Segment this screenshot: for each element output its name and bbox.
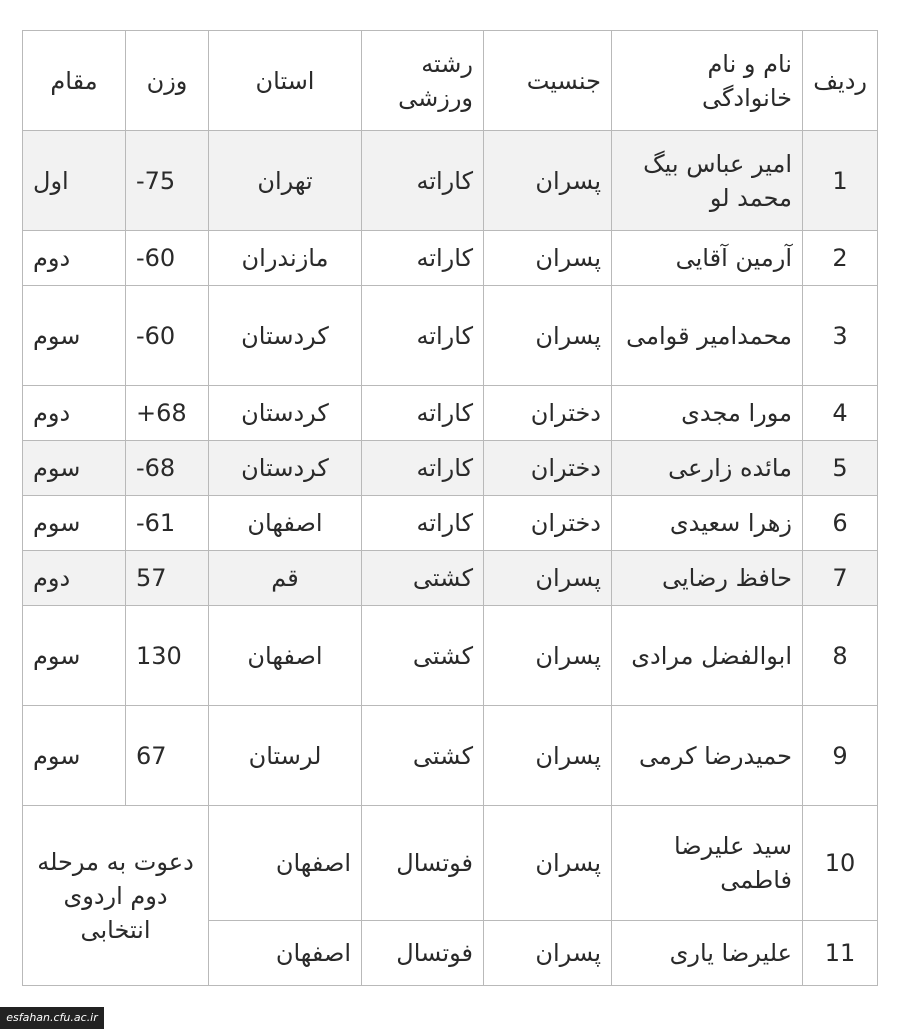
table-row: [23, 386, 878, 441]
cell-gender: دختران: [484, 386, 612, 441]
table-row: [23, 706, 878, 806]
cell-province: اصفهان: [209, 496, 362, 551]
cell-name: امیر عباس بیگ محمد لو: [612, 131, 803, 231]
results-table: [22, 30, 878, 986]
header-row-number: ردیف: [803, 31, 878, 131]
cell-row-number: 11: [803, 921, 878, 986]
cell-row-number: 4: [803, 386, 878, 441]
cell-province: قم: [209, 551, 362, 606]
cell-sport: کاراته: [362, 441, 484, 496]
header-gender: جنسیت: [484, 31, 612, 131]
table-row: [23, 441, 878, 496]
cell-gender: پسران: [484, 921, 612, 986]
cell-name: آرمین آقایی: [612, 231, 803, 286]
header-name: نام و نام خانوادگی: [612, 31, 803, 131]
cell-province: کردستان: [209, 286, 362, 386]
cell-weight: +68: [126, 386, 209, 441]
cell-sport: کاراته: [362, 131, 484, 231]
cell-province: کردستان: [209, 441, 362, 496]
cell-gender: پسران: [484, 131, 612, 231]
cell-sport: فوتسال: [362, 921, 484, 986]
cell-rank: دوم: [23, 386, 126, 441]
cell-weight: 67: [126, 706, 209, 806]
cell-name: مورا مجدی: [612, 386, 803, 441]
cell-rank: سوم: [23, 286, 126, 386]
table-row: [23, 551, 878, 606]
cell-row-number: 9: [803, 706, 878, 806]
cell-name: ابوالفضل مرادی: [612, 606, 803, 706]
cell-rank: دوم: [23, 551, 126, 606]
header-province: استان: [209, 31, 362, 131]
cell-gender: پسران: [484, 606, 612, 706]
cell-province: اصفهان: [209, 606, 362, 706]
cell-name: حمیدرضا کرمی: [612, 706, 803, 806]
cell-row-number: 6: [803, 496, 878, 551]
cell-rank: سوم: [23, 606, 126, 706]
cell-weight: -68: [126, 441, 209, 496]
table-row: [23, 286, 878, 386]
cell-sport: کاراته: [362, 231, 484, 286]
table-row: [23, 131, 878, 231]
cell-row-number: 8: [803, 606, 878, 706]
cell-row-number: 2: [803, 231, 878, 286]
cell-province: کردستان: [209, 386, 362, 441]
cell-row-number: 10: [803, 806, 878, 921]
cell-rank: سوم: [23, 441, 126, 496]
cell-sport: کشتی: [362, 706, 484, 806]
cell-row-number: 5: [803, 441, 878, 496]
cell-gender: پسران: [484, 231, 612, 286]
invite-note: دعوت به مرحله دوم اردوی انتخابی: [23, 806, 209, 986]
cell-name: سید علیرضا فاطمی: [612, 806, 803, 921]
cell-name: مائده زارعی: [612, 441, 803, 496]
cell-gender: پسران: [484, 551, 612, 606]
cell-gender: پسران: [484, 706, 612, 806]
cell-rank: سوم: [23, 496, 126, 551]
cell-gender: دختران: [484, 441, 612, 496]
table-row: [23, 231, 878, 286]
cell-sport: کاراته: [362, 386, 484, 441]
cell-name: زهرا سعیدی: [612, 496, 803, 551]
header-rank: مقام: [23, 31, 126, 131]
cell-weight: 130: [126, 606, 209, 706]
cell-gender: دختران: [484, 496, 612, 551]
table-row: [23, 606, 878, 706]
cell-province: مازندران: [209, 231, 362, 286]
cell-weight: -60: [126, 231, 209, 286]
cell-rank: سوم: [23, 706, 126, 806]
cell-sport: کشتی: [362, 606, 484, 706]
header-weight: وزن: [126, 31, 209, 131]
cell-sport: کشتی: [362, 551, 484, 606]
cell-province: اصفهان: [209, 806, 362, 921]
cell-weight: -60: [126, 286, 209, 386]
cell-gender: پسران: [484, 286, 612, 386]
site-watermark: esfahan.cfu.ac.ir: [0, 1007, 104, 1029]
cell-province: تهران: [209, 131, 362, 231]
cell-name: علیرضا یاری: [612, 921, 803, 986]
cell-rank: دوم: [23, 231, 126, 286]
cell-sport: فوتسال: [362, 806, 484, 921]
cell-sport: کاراته: [362, 286, 484, 386]
cell-weight: -61: [126, 496, 209, 551]
cell-gender: پسران: [484, 806, 612, 921]
cell-province: اصفهان: [209, 921, 362, 986]
cell-rank: اول: [23, 131, 126, 231]
cell-name: محمدامیر قوامی: [612, 286, 803, 386]
cell-row-number: 7: [803, 551, 878, 606]
cell-row-number: 1: [803, 131, 878, 231]
cell-row-number: 3: [803, 286, 878, 386]
cell-weight: 57: [126, 551, 209, 606]
cell-sport: کاراته: [362, 496, 484, 551]
cell-weight: -75: [126, 131, 209, 231]
cell-province: لرستان: [209, 706, 362, 806]
header-sport: رشته ورزشی: [362, 31, 484, 131]
cell-name: حافظ رضایی: [612, 551, 803, 606]
table-row: [23, 496, 878, 551]
header-row: [23, 31, 878, 131]
table-row: [23, 806, 878, 921]
